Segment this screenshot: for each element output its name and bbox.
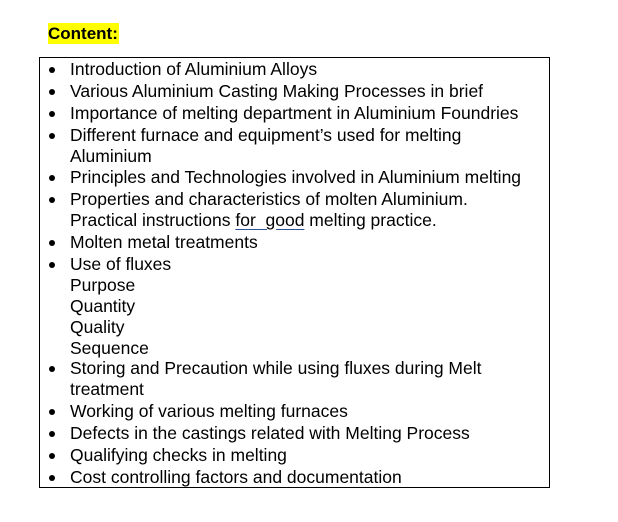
list-item: Importance of melting department in Aluminium Foundries	[70, 103, 518, 124]
list-item: Molten metal treatments	[70, 232, 258, 253]
bullet-icon	[49, 431, 55, 437]
list-subitem: Quantity	[70, 296, 136, 316]
list-item: Defects in the castings related with Melting Process	[70, 423, 470, 444]
content-heading: Content:	[48, 24, 118, 43]
list-item: Principles and Technologies involved in Aluminium melting	[70, 167, 521, 188]
bullet-icon	[49, 240, 55, 246]
bullet-icon	[49, 67, 55, 73]
list-item-continuation: Aluminium	[70, 146, 152, 166]
bullet-icon	[49, 89, 55, 95]
list-item-continuation: treatment	[70, 379, 144, 399]
list-item: Different furnace and equipment’s used for melting	[70, 125, 461, 146]
underlined-phrase: for good	[235, 210, 305, 230]
list-item: Introduction of Aluminium Alloys	[70, 59, 317, 80]
list-item: Use of fluxes	[70, 254, 171, 275]
list-item: Qualifying checks in melting	[70, 445, 287, 466]
list-item: Cost controlling factors and documentation	[70, 467, 402, 488]
bullet-icon	[49, 366, 55, 372]
bullet-icon	[49, 197, 55, 203]
list-subitem: Purpose	[70, 275, 136, 295]
list-item-continuation: Practical instructions for good melting practice.	[70, 210, 437, 230]
bullet-icon	[49, 262, 55, 268]
list-subitem: Quality	[70, 317, 125, 337]
list-item: Properties and characteristics of molten Aluminium.	[70, 189, 468, 210]
list-subitem: Sequence	[70, 338, 149, 358]
bullet-icon	[49, 475, 55, 481]
list-item: Various Aluminium Casting Making Processes in brief	[70, 81, 483, 102]
list-item: Working of various melting furnaces	[70, 401, 348, 422]
bullet-icon	[49, 175, 55, 181]
bullet-icon	[49, 409, 55, 415]
bullet-icon	[49, 111, 55, 117]
list-item: Storing and Precaution while using fluxes during Melt	[70, 358, 481, 379]
bullet-icon	[49, 453, 55, 459]
bullet-icon	[49, 133, 55, 139]
content-box	[39, 57, 550, 488]
